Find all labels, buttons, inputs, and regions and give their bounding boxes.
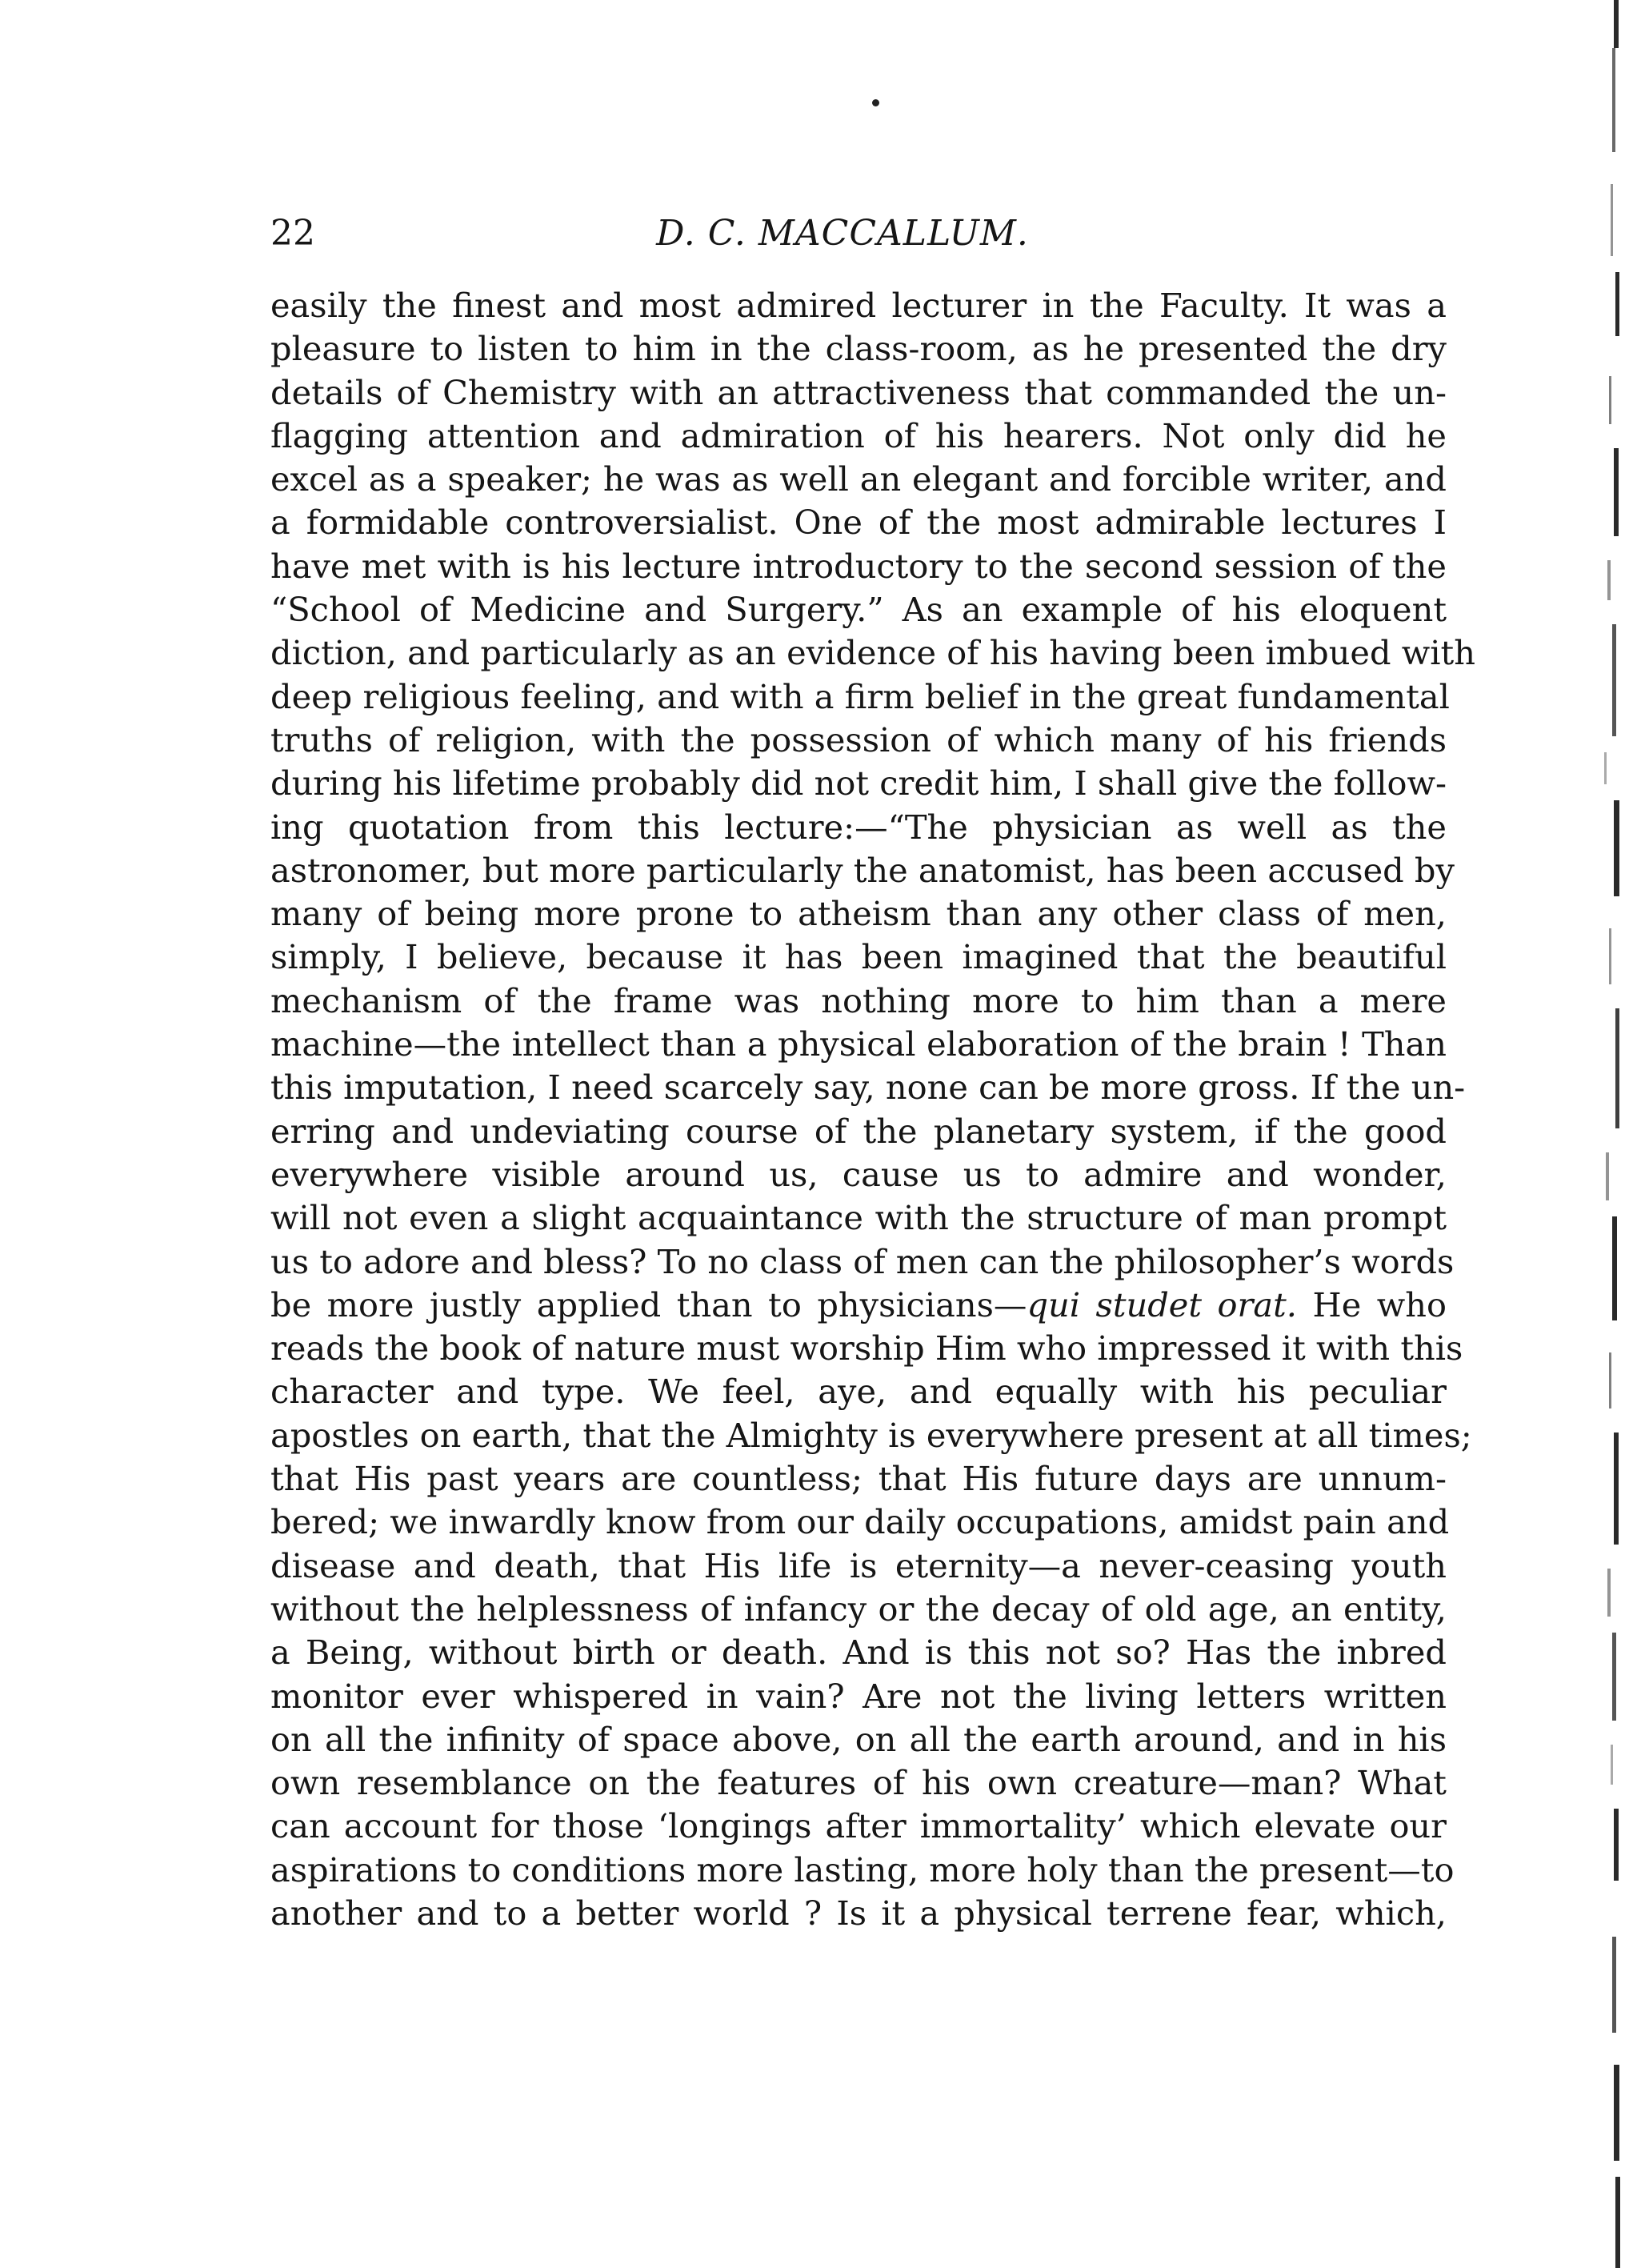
text-line: machine—the intellect than a physical elaboration of the brain ! Than — [270, 1024, 1447, 1064]
text-line: erring and undeviating course of the planetary system, if the good — [270, 1111, 1447, 1151]
text-line: many of being more prone to atheism than any other class of men, — [270, 894, 1447, 934]
text-line: mechanism of the frame was nothing more to him than a mere — [270, 980, 1447, 1020]
text-line: astronomer, but more particularly the anatomist, has been accused by — [270, 850, 1455, 890]
line-tail: He who — [1296, 1284, 1447, 1324]
scanned-binding-edge — [1556, 0, 1625, 2268]
text-line: without the helplessness of infancy or the decay of old age, an entity, — [270, 1589, 1447, 1629]
text-line: aspirations to conditions more lasting, more holy than the present—to — [270, 1849, 1455, 1889]
text-line: this imputation, I need scarcely say, none can be more gross. If the un- — [270, 1068, 1466, 1108]
text-line: a Being, without birth or death. And is this not so? Has the inbred — [270, 1633, 1447, 1673]
text-line: during his lifetime probably did not credit him, I shall give the follow- — [270, 763, 1447, 803]
text-line: another and to a better world ? Is it a physical terrene fear, which, — [270, 1893, 1447, 1933]
text-line: will not even a slight acquaintance with the structure of man prompt — [270, 1198, 1447, 1238]
text-line: that His past years are countless; that His future days are unnum- — [270, 1459, 1447, 1499]
text-line: apostles on earth, that the Almighty is everywhere present at all times; — [270, 1415, 1472, 1455]
text-line: a formidable controversialist. One of the most admirable lectures I — [270, 503, 1447, 543]
page-number: 22 — [270, 213, 315, 254]
line-lead: be more justly applied than to physicians— — [270, 1284, 1027, 1324]
text-line: everywhere visible around us, cause us to admire and wonder, — [270, 1154, 1447, 1194]
text-line: excel as a speaker; he was as well an elegant and forcible writer, and — [270, 459, 1447, 499]
text-line: character and type. We feel, aye, and equally with his peculiar — [270, 1372, 1447, 1412]
text-line: own resemblance on the features of his own creature—man? What — [270, 1763, 1447, 1803]
text-line: bered; we inwardly know from our daily occupations, amidst pain and — [270, 1502, 1450, 1542]
text-line: ing quotation from this lecture:—“The physician as well as the — [270, 807, 1447, 847]
text-line: easily the finest and most admired lecturer in the Faculty. It was a — [270, 286, 1447, 325]
latin-phrase: qui studet orat. — [1027, 1284, 1297, 1324]
text-line: deep religious feeling, and with a firm belief in the great fundamental — [270, 676, 1450, 716]
text-line: monitor ever whispered in vain? Are not the living letters written — [270, 1676, 1447, 1716]
text-line: flagging attention and admiration of his hearers. Not only did he — [270, 415, 1447, 455]
text-line: details of Chemistry with an attractiveness that commanded the un- — [270, 372, 1447, 412]
text-line: pleasure to listen to him in the class-room, as he presented the dry — [270, 329, 1447, 369]
text-line: us to adore and bless? To no class of men can the philosopher’s words — [270, 1241, 1455, 1281]
text-line: truths of religion, with the possession of which many of his friends — [270, 719, 1447, 759]
text-line: can account for those ‘longings after immortality’ which elevate our — [270, 1806, 1447, 1846]
text-line: on all the infinity of space above, on all the earth around, and in his — [270, 1719, 1447, 1759]
ink-speck — [872, 99, 879, 106]
text-line: have met with is his lecture introductory to the second session of the — [270, 546, 1447, 586]
body-paragraph — [270, 284, 1475, 1935]
text-line: “School of Medicine and Surgery.” As an example of his eloquent — [270, 590, 1447, 630]
text-line: disease and death, that His life is eternity—a never-ceasing youth — [270, 1545, 1447, 1585]
text-line: simply, I believe, because it has been imagined that the beautiful — [270, 937, 1447, 977]
text-line: reads the book of nature must worship Him who impressed it with this — [270, 1328, 1463, 1368]
page-header — [270, 210, 1447, 258]
text-line-with-latin — [270, 1284, 1447, 1327]
text-line: diction, and particularly as an evidence of his having been imbued with — [270, 633, 1475, 673]
running-title: D. C. MACCALLUM. — [656, 213, 1029, 254]
